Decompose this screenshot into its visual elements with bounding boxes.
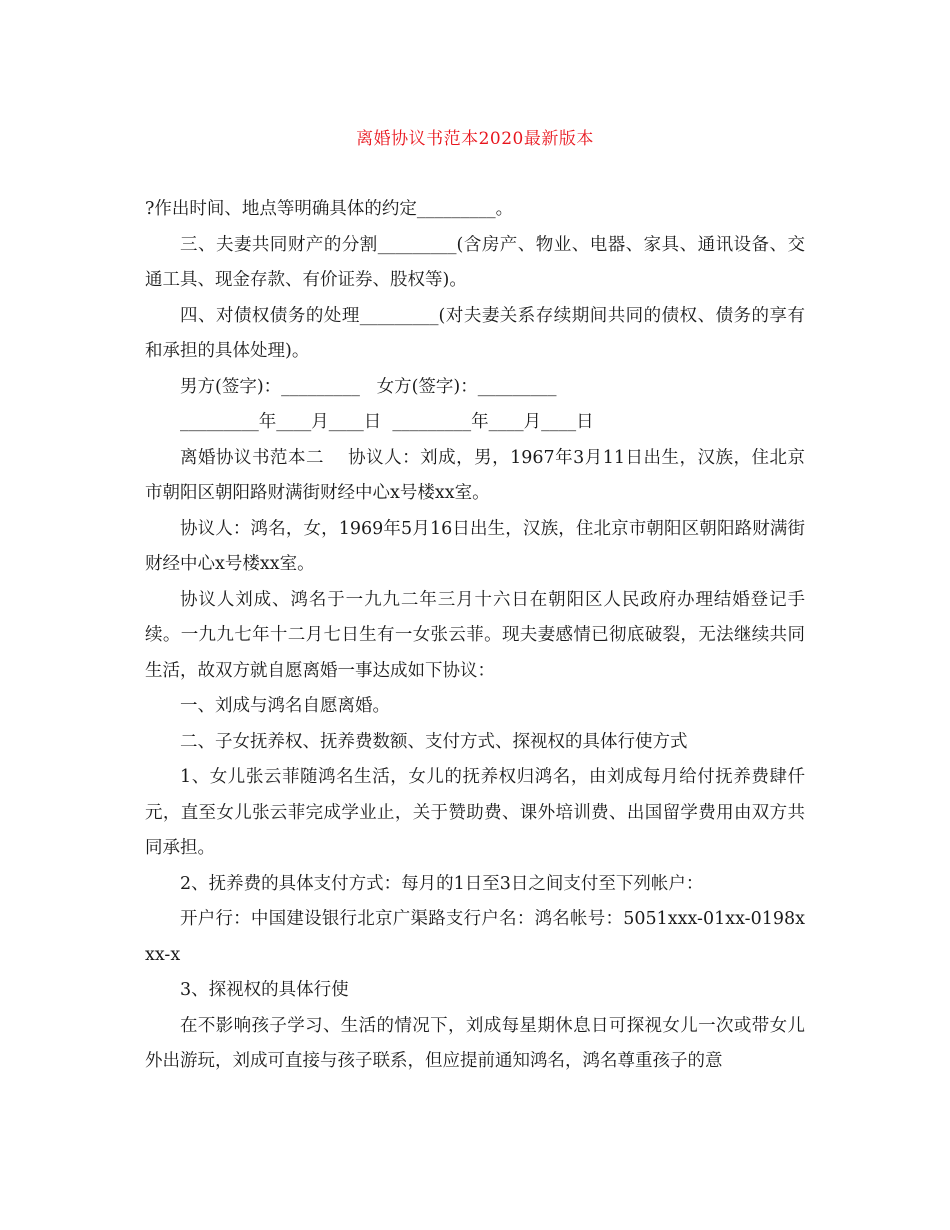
paragraph-party-female: 协议人：鸿名，女，1969年5月16日出生，汉族，住北京市朝阳区朝阳路财满街财经中心x号楼xx室。 xyxy=(145,518,805,574)
document-body xyxy=(145,192,805,1080)
paragraph-party-male: 离婚协议书范本二 协议人：刘成，男，1967年3月11日出生，汉族，住北京市朝阳区朝阳路财满街财经中心x号楼xx室。 xyxy=(145,447,805,503)
paragraph-time-place: ?作出时间、地点等明确具体的约定_________。 xyxy=(145,199,514,219)
clause-payment-method: 2、抚养费的具体支付方式：每月的1日至3日之间支付至下列帐户： xyxy=(180,873,704,894)
clause-bank-account: 开户行：中国建设银行北京广渠路支行户名：鸿名帐号：5051xxx-01xx-0198xxx-x xyxy=(145,909,805,965)
signature-line: 男方(签字)：_________ 女方(签字)：_________ xyxy=(180,376,557,397)
paragraph-marriage-background: 协议人刘成、鸿名于一九九二年三月十六日在朝阳区人民政府办理结婚登记手续。一九九七年十二月七日生有一女张云菲。现夫妻感情已彻底破裂，无法继续共同生活，故双方就自愿离婚一事达成如下协议： xyxy=(145,589,805,681)
paragraph-property-division: 三、夫妻共同财产的分割_________(含房产、物业、电器、家具、通讯设备、交通工具、现金存款、有价证券、股权等)。 xyxy=(145,234,805,290)
clause-visitation-heading: 3、探视权的具体行使 xyxy=(180,980,349,1000)
date-line: _________年____月____日 _________年____月____日 xyxy=(180,412,594,432)
clause-custody-heading: 二、子女抚养权、抚养费数额、支付方式、探视权的具体行使方式 xyxy=(180,731,688,752)
clause-visitation-detail: 在不影响孩子学习、生活的情况下，刘成每星期休息日可探视女儿一次或带女儿外出游玩，刘成可直接与孩子联系，但应提前通知鸿名，鸿名尊重孩子的意 xyxy=(145,1015,805,1071)
clause-custody-detail: 1、女儿张云菲随鸿名生活，女儿的抚养权归鸿名，由刘成每月给付抚养费肆仟元，直至女儿张云菲完成学业止，关于赞助费、课外培训费、出国留学费用由双方共同承担。 xyxy=(145,767,805,858)
document-title: 离婚协议书范本2020最新版本 xyxy=(356,129,594,149)
paragraph-debt-handling: 四、对债权债务的处理_________(对夫妻关系存续期间共同的债权、债务的享有和承担的具体处理)。 xyxy=(145,305,805,361)
clause-divorce: 一、刘成与鸿名自愿离婚。 xyxy=(180,696,390,716)
